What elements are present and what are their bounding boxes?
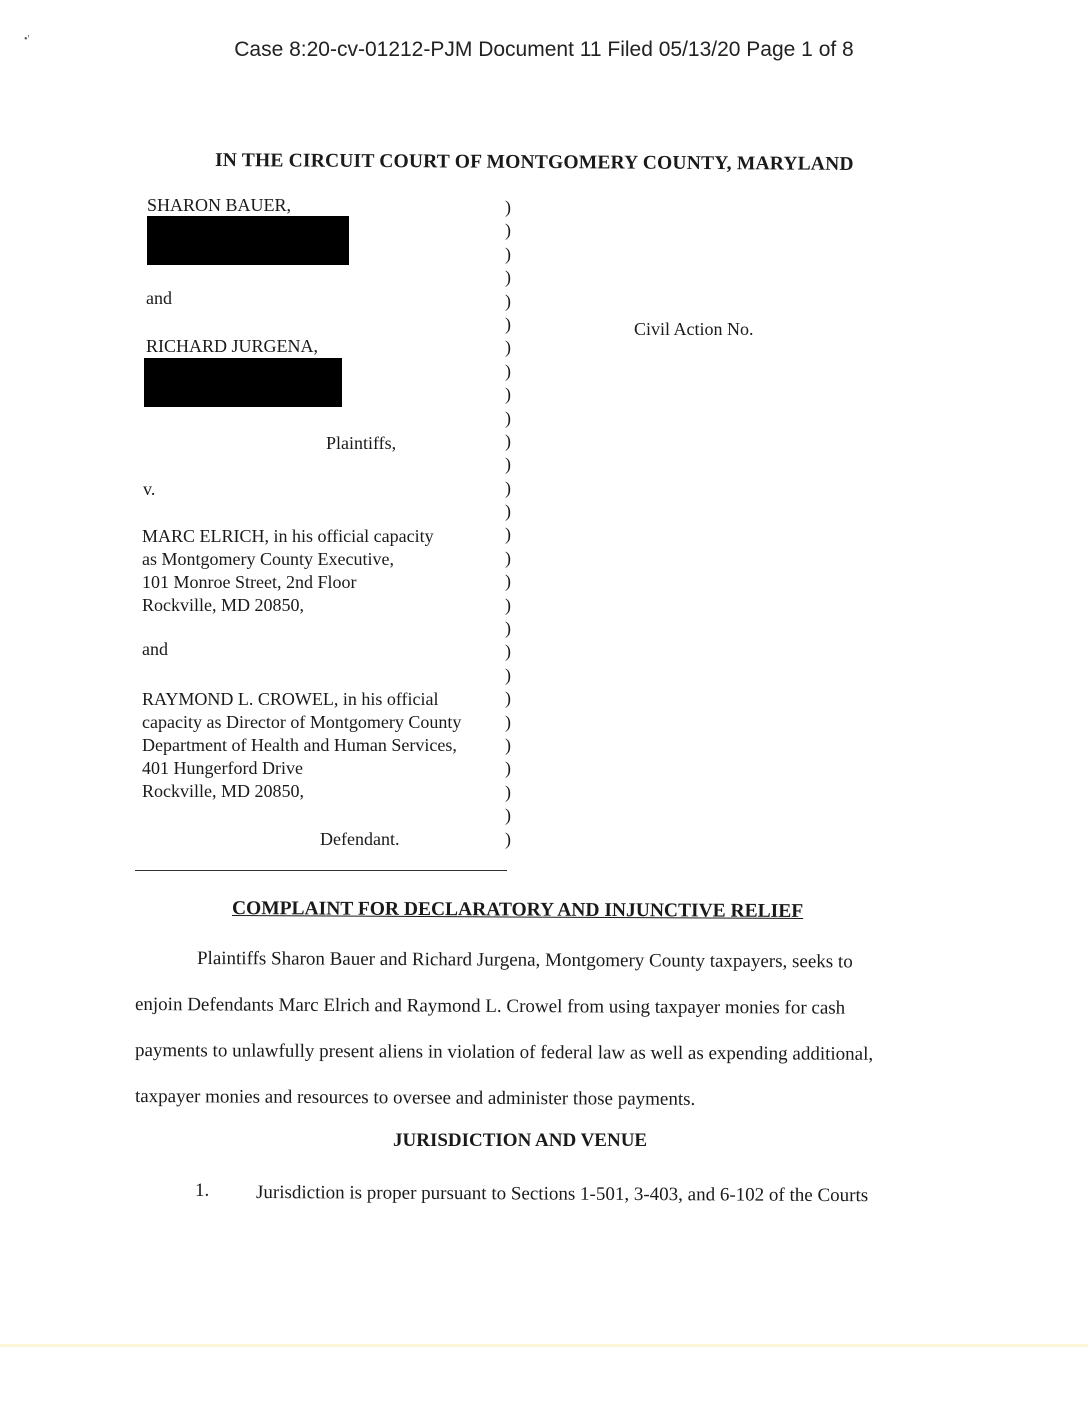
caption-rule (135, 870, 507, 871)
caption-paren: ) (505, 641, 511, 662)
caption-paren: ) (505, 360, 511, 381)
defendant-2-line: RAYMOND L. CROWEL, in his official (142, 689, 439, 709)
caption-paren: ) (505, 337, 511, 358)
defendant-2-line: capacity as Director of Montgomery County (142, 712, 462, 732)
defendant-label: Defendant. (320, 829, 400, 849)
defendant-2-line: 401 Hungerford Drive (142, 758, 303, 778)
caption-paren: ) (505, 805, 511, 826)
paragraph-number: 1. (195, 1180, 210, 1201)
redaction-block-2 (144, 358, 342, 407)
caption-paren: ) (505, 618, 511, 639)
defendant-2-line: Rockville, MD 20850, (142, 781, 304, 801)
court-title: IN THE CIRCUIT COURT OF MONTGOMERY COUNTY, MARYLAND (214, 150, 854, 175)
defendant-2-block (142, 688, 461, 803)
caption-paren-column (505, 196, 521, 851)
caption-paren: ) (505, 477, 511, 498)
defendant-1-line: 101 Monroe Street, 2nd Floor (142, 572, 357, 592)
case-header: Case 8:20-cv-01212-PJM Document 11 Filed 05/13/20 Page 1 of 8 (234, 38, 854, 61)
redaction-block-1 (147, 216, 349, 265)
caption-paren: ) (505, 313, 511, 334)
caption-paren: ) (505, 501, 511, 522)
scan-highlight-band (0, 1344, 1088, 1347)
caption-paren: ) (505, 547, 511, 568)
caption-paren: ) (505, 290, 511, 311)
caption-paren: ) (505, 688, 511, 709)
civil-action-label: Civil Action No. (634, 319, 754, 339)
jurisdiction-heading: JURISDICTION AND VENUE (393, 1130, 648, 1151)
plaintiff-1-name: SHARON BAUER, (147, 195, 292, 215)
caption-paren: ) (505, 454, 511, 475)
caption-paren: ) (505, 711, 511, 732)
caption-paren: ) (505, 758, 511, 779)
caption-paren: ) (505, 781, 511, 802)
caption-paren: ) (505, 243, 511, 264)
margin-mark: •' (24, 34, 30, 45)
defendant-1-line: Rockville, MD 20850, (142, 595, 304, 615)
caption-paren: ) (505, 524, 511, 545)
intro-line-3: payments to unlawfully present aliens in violation of federal law as well as expending additional, (134, 1040, 874, 1065)
complaint-title: COMPLAINT FOR DECLARATORY AND INJUNCTIVE RELIEF (231, 898, 804, 922)
intro-line-1: Plaintiffs Sharon Bauer and Richard Jurgena, Montgomery County taxpayers, seeks to (196, 948, 853, 973)
defendant-1-line: as Montgomery County Executive, (142, 549, 394, 569)
caption-paren: ) (505, 664, 511, 685)
caption-paren: ) (505, 197, 511, 217)
caption-paren: ) (505, 407, 511, 428)
caption-and-1: and (146, 288, 172, 308)
plaintiffs-label: Plaintiffs, (326, 433, 397, 453)
plaintiff-2-name: RICHARD JURGENA, (146, 336, 319, 356)
paragraph-1-text: Jurisdiction is proper pursuant to Sections 1-501, 3-403, and 6-102 of the Courts (255, 1182, 869, 1207)
caption-paren: ) (505, 828, 511, 849)
intro-line-4: taxpayer monies and resources to oversee and administer those payments. (134, 1086, 696, 1110)
caption-paren: ) (505, 594, 511, 615)
defendant-2-line: Department of Health and Human Services, (142, 735, 457, 755)
caption-paren: ) (505, 220, 511, 241)
defendant-1-line: MARC ELRICH, in his official capacity (142, 526, 434, 546)
versus-label: v. (143, 479, 156, 499)
caption-and-2: and (142, 639, 168, 659)
caption-paren: ) (505, 571, 511, 592)
defendant-1-block (142, 525, 434, 617)
caption-paren: ) (505, 430, 511, 451)
caption-paren: ) (505, 267, 511, 288)
intro-line-2: enjoin Defendants Marc Elrich and Raymond L. Crowel from using taxpayer monies for cash (134, 994, 846, 1019)
caption-paren: ) (505, 384, 511, 405)
caption-paren: ) (505, 734, 511, 755)
